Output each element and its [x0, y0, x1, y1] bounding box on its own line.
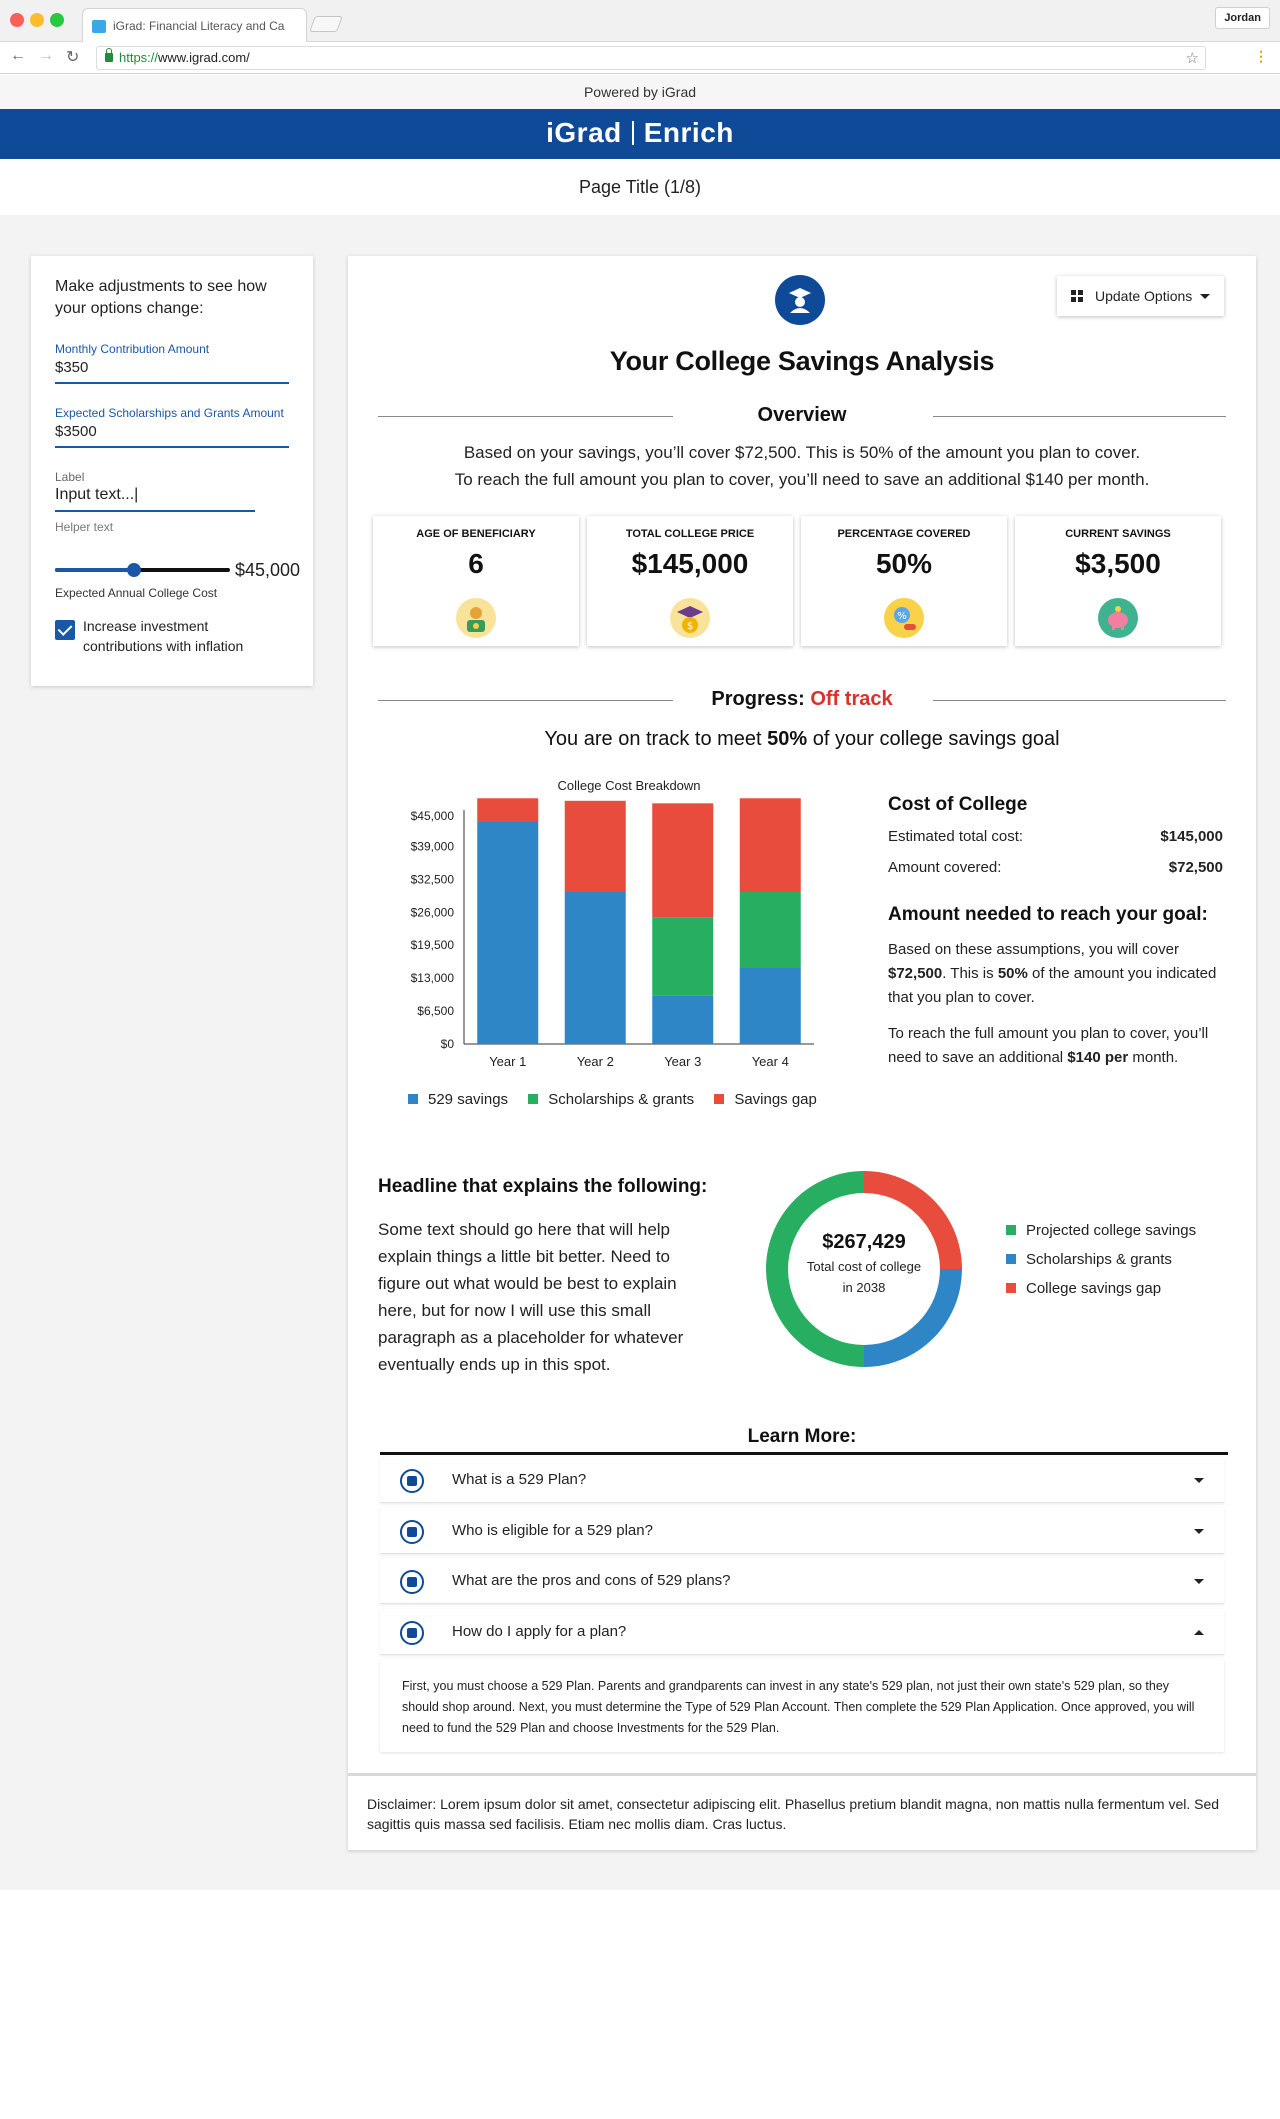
y-tick-label: $6,500	[417, 1004, 454, 1019]
accordion-item-how-to-apply[interactable]	[380, 1609, 1224, 1655]
accordion-label: How do I apply for a plan?	[452, 1623, 627, 1640]
analysis-title: Your College Savings Analysis	[609, 346, 995, 376]
stat-value: $145,000	[631, 548, 749, 579]
overview-line-2: To reach the full amount you plan to cover, you’ll need to save an additional $140 per month.	[454, 470, 1150, 489]
url-field[interactable]	[96, 46, 1206, 70]
tag-dollar-icon	[400, 1570, 424, 1594]
update-options-label: Update Options	[1095, 288, 1193, 304]
progress-heading-text	[378, 688, 1226, 711]
bar-segment	[565, 801, 626, 892]
legend-item	[714, 1091, 817, 1108]
slider-caption: Expected Annual College Cost	[55, 586, 218, 600]
browser-tab[interactable]	[82, 8, 307, 42]
powered-by-text: Powered by iGrad	[0, 75, 1280, 109]
lock-icon	[105, 53, 113, 62]
estimated-total-value: $145,000	[1160, 828, 1223, 845]
stat-card-total-price	[587, 516, 793, 646]
overview-heading-text: Overview	[757, 404, 847, 426]
bar-segment	[565, 892, 626, 1044]
goal-percent: 50%	[997, 965, 1028, 982]
progress-label: Progress:	[711, 688, 805, 710]
accordion-item-what-is-529[interactable]	[380, 1457, 1224, 1503]
accordion-label: Who is eligible for a 529 plan?	[452, 1522, 653, 1539]
stat-value: 6	[468, 548, 484, 579]
goal-text: month.	[1128, 1049, 1179, 1066]
college-cost-slider[interactable]	[55, 554, 301, 584]
bar-segment	[740, 968, 801, 1044]
scholarships-label: Expected Scholarships and Grants Amount	[55, 406, 284, 420]
bar-segment	[652, 996, 713, 1044]
brand-bar	[0, 109, 1280, 159]
legend-label: Savings gap	[734, 1091, 817, 1108]
analysis-card	[348, 256, 1256, 1850]
goal-text: To reach the full amount you plan to cover, you’ll need to save an additional	[888, 1025, 1209, 1066]
bar-segment	[477, 821, 538, 1044]
stat-card-percentage	[801, 516, 1007, 646]
chevron-down-icon[interactable]	[1194, 1529, 1204, 1534]
document-icon	[400, 1621, 424, 1645]
bookmark-star-icon[interactable]: ☆	[1185, 50, 1199, 67]
overview-heading	[378, 404, 1226, 428]
y-tick-label: $26,000	[410, 905, 454, 920]
chart-title: College Cost Breakdown	[557, 778, 701, 793]
y-tick-label: $45,000	[410, 809, 454, 823]
cost-heading: Cost of College	[888, 794, 1028, 815]
off-track-status: Off track	[810, 688, 893, 710]
gauge-icon	[400, 1469, 424, 1493]
label-input[interactable]	[55, 484, 255, 512]
legend-item	[408, 1091, 508, 1108]
bar-segment	[652, 917, 713, 996]
forward-arrow-icon[interactable]: →	[38, 47, 54, 64]
chevron-down-icon[interactable]	[1194, 1579, 1204, 1584]
update-options-button[interactable]	[1057, 276, 1224, 316]
browser-tab-title: iGrad: Financial Literacy and Ca	[113, 19, 285, 33]
new-tab-button[interactable]	[309, 16, 343, 32]
donut-legend-label: College savings gap	[1026, 1280, 1162, 1297]
disclaimer-text: Disclaimer: Lorem ipsum dolor sit amet, consectetur adipiscing elit. Phasellus pretium blandit magna, non mattis nulla fermentum vel. Sed sagittis quis massa sed facilisis. Etiam nec mollis diam. Cras luctus.	[348, 1773, 1256, 1850]
amount-covered-label: Amount covered:	[888, 859, 1002, 876]
goal-heading: Amount needed to reach your goal:	[888, 904, 1208, 925]
accordion-body-how-to-apply: First, you must choose a 529 Plan. Parents and grandparents can invest in any state's 529 plan, not just their own state's 529 plan, so they should shop around. Next, you must determine the Type of 529 Plan Account. Then complete the 529 Plan Application. Once approved, you will need to fund the 529 Plan and choose Investments for the 529 Plan.	[380, 1660, 1224, 1752]
helper-text: Helper text	[55, 520, 114, 534]
donut-legend-label: Projected college savings	[1026, 1222, 1197, 1239]
legend-label: 529 savings	[428, 1091, 509, 1108]
grid-icon	[1071, 290, 1084, 303]
stat-value: $3,500	[1075, 548, 1161, 579]
stat-value: 50%	[875, 548, 933, 579]
chevron-up-icon[interactable]	[1194, 1630, 1204, 1635]
donut-legend-label: Scholarships & grants	[1026, 1251, 1172, 1268]
inflation-checkbox-row[interactable]	[55, 616, 289, 656]
graduate-coin-icon	[456, 598, 496, 638]
x-tick-label: Year 2	[576, 1054, 614, 1069]
adjustments-intro: Make adjustments to see how your options change:	[55, 278, 267, 317]
monthly-contribution-field[interactable]: $350	[55, 356, 289, 384]
x-tick-label: Year 3	[664, 1054, 702, 1069]
goal-text: . This is	[942, 965, 998, 982]
college-cost-chart	[378, 776, 848, 1116]
minimize-window-button[interactable]	[30, 13, 44, 27]
slider-value: $45,000	[235, 560, 301, 580]
donut-legend-item	[1006, 1222, 1196, 1239]
inflation-checkbox[interactable]	[55, 620, 75, 640]
explainer-paragraph: Some text should go here that will help explain things a little bit better. Need to figure out what would be best to explain here, but for now I will use this small paragraph as a placeholder for whatever eventually ends up in this spot.	[378, 1220, 684, 1374]
brand-logo[interactable]	[546, 117, 734, 149]
browser-tab-bar	[0, 0, 1280, 42]
grad-cap-coin-icon	[670, 598, 710, 638]
stat-card-age	[373, 516, 579, 646]
goal-amount: $72,500	[888, 965, 943, 982]
total-cost-donut-chart	[756, 1161, 972, 1377]
donut-legend-item	[1006, 1251, 1196, 1268]
goal-paragraph-2	[888, 1022, 1223, 1070]
chevron-down-icon	[1200, 294, 1210, 299]
stat-label: CURRENT SAVINGS	[1065, 528, 1171, 540]
brand-logo-right: Enrich	[643, 117, 734, 148]
amount-covered-value: $72,500	[1168, 859, 1223, 876]
amount-covered-row	[888, 859, 1223, 878]
svg-text:%: %	[897, 611, 907, 622]
browser-menu-icon[interactable]: ⋮	[1254, 48, 1268, 64]
bar-segment	[740, 798, 801, 892]
percent-hand-icon	[884, 598, 924, 638]
learn-more-heading: Learn More:	[747, 1426, 857, 1447]
donut-legend-item	[1006, 1280, 1196, 1297]
accordion-label: What is a 529 Plan?	[452, 1471, 587, 1488]
svg-text:$: $	[686, 621, 694, 632]
address-bar-row	[0, 42, 1280, 74]
url-scheme: https://	[119, 50, 159, 65]
accordion-item-pros-cons[interactable]	[380, 1558, 1224, 1604]
accordion-item-who-is-eligible[interactable]	[380, 1508, 1224, 1554]
chevron-down-icon[interactable]	[1194, 1478, 1204, 1483]
donut-total-value: $267,429	[822, 1231, 906, 1253]
goal-text: Based on these assumptions, you will cover	[888, 941, 1179, 958]
reload-icon[interactable]: ↻	[66, 49, 80, 66]
stat-label: TOTAL COLLEGE PRICE	[625, 528, 755, 540]
profile-button[interactable]: Jordan	[1215, 7, 1270, 29]
back-arrow-icon[interactable]: ←	[10, 47, 26, 64]
accordion-label: What are the pros and cons of 529 plans?	[452, 1572, 731, 1589]
on-track-pct: 50%	[767, 728, 808, 750]
overview-summary	[348, 439, 1256, 493]
url-host: www.igrad.com/	[158, 50, 250, 65]
adjustments-panel	[31, 256, 313, 686]
maximize-window-button[interactable]	[50, 13, 64, 27]
cost-of-college-panel	[888, 794, 1223, 1070]
goal-amount: $140 per	[1067, 1049, 1129, 1066]
donut-caption: Total cost of college in 2038	[806, 1259, 922, 1295]
x-tick-label: Year 4	[751, 1054, 789, 1069]
on-track-post: of your college savings goal	[807, 728, 1060, 750]
y-tick-label: $13,000	[410, 971, 454, 986]
brand-logo-left: iGrad	[546, 117, 622, 148]
favicon-icon	[92, 20, 106, 33]
stat-label: PERCENTAGE COVERED	[837, 528, 971, 540]
overview-line-1: Based on your savings, you’ll cover $72,500. This is 50% of the amount you plan to cover.	[463, 443, 1141, 462]
bar-segment	[652, 803, 713, 917]
stat-label: AGE OF BENEFICIARY	[416, 528, 536, 540]
page-title: Page Title (1/8)	[0, 159, 1280, 215]
explainer-headline: Headline that explains the following:	[378, 1176, 708, 1197]
legend-label: Scholarships & grants	[548, 1091, 695, 1108]
inflation-checkbox-label: Increase investment contributions with inflation	[83, 618, 244, 654]
y-tick-label: $0	[440, 1037, 454, 1051]
scholarships-field[interactable]: $3500	[55, 420, 289, 448]
estimated-total-row	[888, 828, 1223, 847]
learn-more-divider	[380, 1452, 1228, 1455]
goal-text: of the amount you indicated that you plan to cover.	[888, 965, 1217, 1006]
x-tick-label: Year 1	[489, 1054, 527, 1069]
college-cost-chart-svg	[378, 776, 848, 1076]
slider-thumb[interactable]	[127, 563, 141, 577]
graduate-avatar-icon	[775, 275, 825, 325]
bar-chart-legend	[408, 1091, 858, 1108]
donut-legend	[1006, 1222, 1196, 1309]
estimated-total-label: Estimated total cost:	[888, 828, 1024, 845]
close-window-button[interactable]	[10, 13, 24, 27]
on-track-summary	[348, 728, 1256, 751]
on-track-pre: You are on track to meet	[544, 728, 768, 750]
slider-fill	[55, 568, 134, 572]
label-field-label: Label	[55, 470, 85, 484]
bar-segment	[477, 798, 538, 821]
y-tick-label: $39,000	[410, 839, 454, 854]
progress-heading	[378, 688, 1226, 712]
monthly-contribution-label: Monthly Contribution Amount	[55, 342, 210, 356]
tag-dollar-icon	[400, 1520, 424, 1544]
donut-center	[756, 1231, 972, 1298]
stat-card-current-savings	[1015, 516, 1221, 646]
piggy-bank-icon	[1098, 598, 1138, 638]
legend-item	[528, 1091, 694, 1108]
bar-segment	[740, 892, 801, 968]
y-tick-label: $19,500	[410, 938, 454, 953]
y-tick-label: $32,500	[410, 872, 454, 887]
goal-paragraph-1	[888, 938, 1223, 1010]
